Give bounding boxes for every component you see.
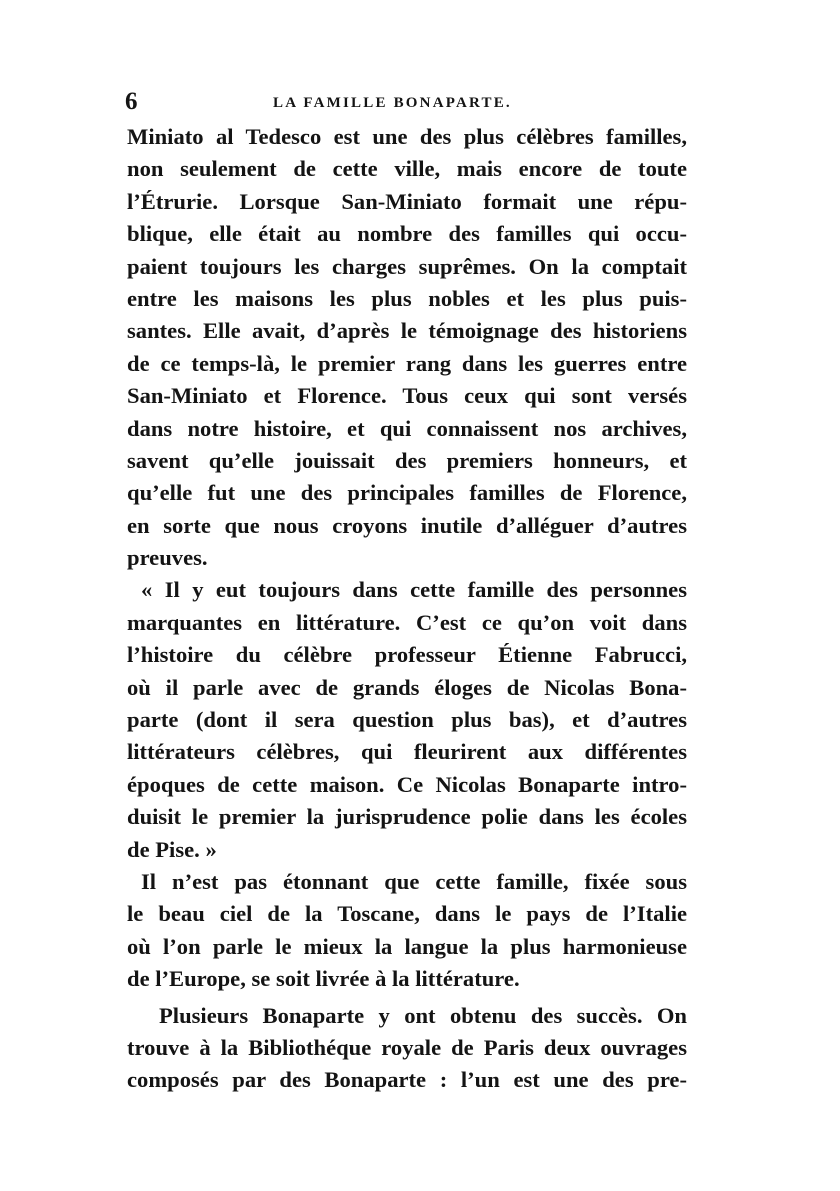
text-line: de l’Europe, se soit livrée à la littérature.: [127, 966, 520, 992]
running-head: LA FAMILLE BONAPARTE.: [273, 95, 512, 111]
text-line: où l’on parle le mieux la langue la plus harmonieuse: [127, 933, 687, 959]
text-line: non seulement de cette ville, mais encore de toute: [127, 156, 687, 182]
text-line: Plusieurs Bonaparte y ont obtenu des succès. On: [159, 1002, 687, 1028]
text-line: Il n’est pas étonnant que cette famille, fixée sous: [141, 868, 687, 894]
text-line: duisit le premier la jurisprudence polie dans les écoles: [127, 804, 687, 830]
text-line: entre les maisons les plus nobles et les plus puis-: [127, 285, 687, 311]
text-line: parte (dont il sera question plus bas), et d’autres: [127, 707, 687, 733]
text-line: trouve à la Bibliothéque royale de Paris deux ouvrages: [127, 1034, 687, 1060]
text-line: le beau ciel de la Toscane, dans le pays de l’Italie: [127, 901, 687, 927]
text-line: de ce temps-là, le premier rang dans les guerres entre: [127, 350, 687, 376]
text-line: Miniato al Tedesco est une des plus célèbres familles,: [127, 124, 687, 149]
text-line: paient toujours les charges suprêmes. On la comptait: [127, 253, 687, 279]
text-line: qu’elle fut une des principales familles de Florence,: [127, 480, 687, 506]
text-line: preuves.: [127, 545, 208, 571]
text-line: « Il y eut toujours dans cette famille des personnes: [141, 577, 687, 603]
text-line: San-Miniato et Florence. Tous ceux qui sont versés: [127, 383, 687, 409]
text-line: composés par des Bonaparte : l’un est une des pre-: [127, 1067, 687, 1093]
text-line: littérateurs célèbres, qui fleurirent aux différentes: [127, 739, 687, 765]
page-header: [125, 88, 695, 118]
text-line: santes. Elle avait, d’après le témoignage des historiens: [127, 318, 687, 344]
text-line: époques de cette maison. Ce Nicolas Bonaparte intro-: [127, 771, 687, 797]
text-line: l’histoire du célèbre professeur Étienne Fabrucci,: [127, 642, 687, 668]
text-line: en sorte que nous croyons inutile d’alléguer d’autres: [127, 512, 687, 538]
text-line: où il parle avec de grands éloges de Nicolas Bona-: [127, 674, 687, 700]
text-line: blique, elle était au nombre des familles qui occu-: [127, 221, 687, 247]
text-line: marquantes en littérature. C’est ce qu’on voit dans: [127, 609, 687, 635]
text-line: l’Étrurie. Lorsque San-Miniato formait une répu-: [127, 188, 687, 214]
text-body: [127, 121, 687, 1097]
page-number: 6: [125, 88, 138, 115]
text-line: dans notre histoire, et qui connaissent nos archives,: [127, 415, 687, 441]
text-line: de Pise. »: [127, 836, 217, 862]
text-line: savent qu’elle jouissait des premiers honneurs, et: [127, 447, 687, 473]
